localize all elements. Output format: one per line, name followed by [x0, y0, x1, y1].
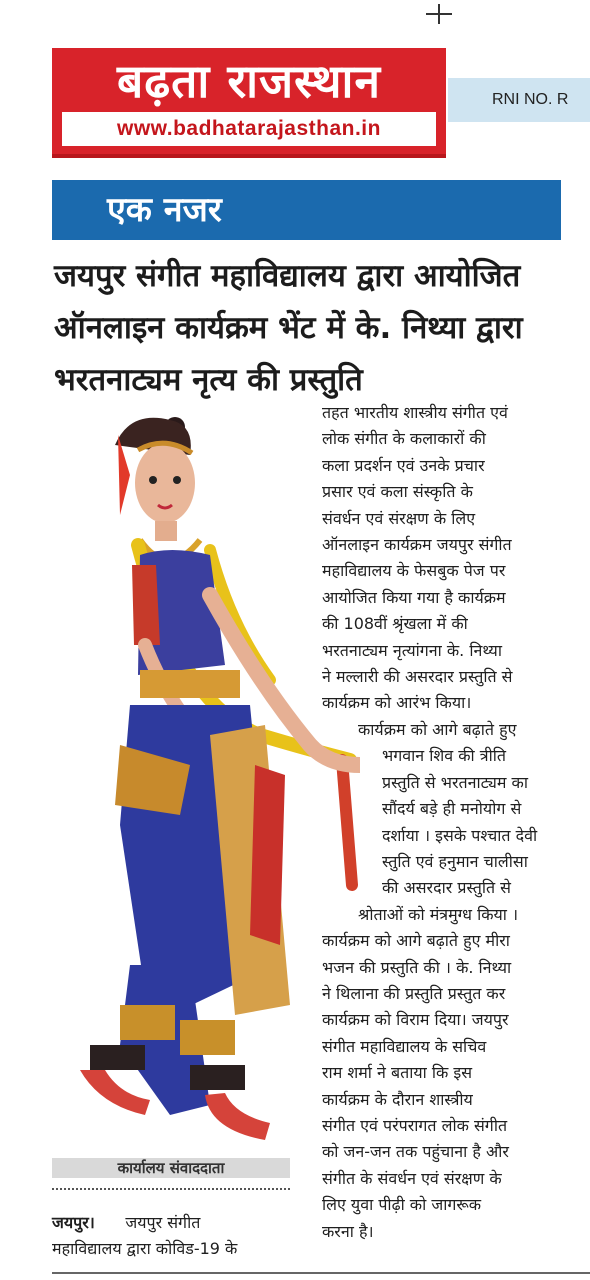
body-line: की असरदार प्रस्तुति से: [382, 878, 511, 898]
body-line: आयोजित किया गया है कार्यक्रम: [322, 587, 506, 607]
body-line: कला प्रदर्शन एवं उनके प्रचार: [322, 455, 485, 475]
body-line: संगीत के संवर्धन एवं संरक्षण के: [322, 1168, 502, 1188]
waist-band: [140, 670, 240, 698]
newspaper-url: www.badhatarajasthan.in: [62, 112, 436, 146]
body-line: ऑनलाइन कार्यक्रम जयपुर संगीत: [322, 535, 512, 555]
body-line: तहत भारतीय शास्त्रीय संगीत एवं: [322, 403, 508, 422]
bottom-rule: [52, 1272, 590, 1274]
body-line: भगवान शिव की त्रीति: [382, 746, 507, 766]
body-line: लिए युवा पीढ़ी को जागरूक: [322, 1195, 482, 1215]
body-line: की 108वीं श्रृंखला में की: [322, 614, 468, 634]
body-line: दर्शाया । इसके पश्चात देवी: [382, 825, 538, 845]
article-body-right: [322, 400, 562, 1245]
section-title: एक नजर: [107, 190, 222, 230]
body-line: ने मल्लारी की असरदार प्रस्तुति से: [322, 667, 513, 687]
crop-mark: [426, 13, 452, 15]
article-headline: [54, 250, 574, 406]
body-line: कार्यक्रम को आगे बढ़ाते हुए मीरा: [322, 931, 510, 951]
body-line: को जन-जन तक पहुंचाना है और: [322, 1142, 509, 1162]
body-line-text: जयपुर संगीत: [125, 1213, 201, 1232]
body-line: संगीत महाविद्यालय के सचिव: [322, 1036, 487, 1056]
body-line: संगीत एवं परंपरागत लोक संगीत: [322, 1115, 508, 1135]
dotted-divider: [52, 1188, 290, 1190]
dateline: जयपुर।: [52, 1213, 95, 1232]
headline-line: भरतनाट्यम नृत्य की प्रस्तुति: [54, 362, 363, 398]
dancer-foot: [205, 1093, 270, 1140]
body-line: कार्यक्रम को आगे बढ़ाते हुए: [358, 719, 517, 739]
body-line: कार्यक्रम के दौरान शास्त्रीय: [322, 1089, 473, 1109]
body-line: लोक संगीत के कलाकारों की: [322, 429, 486, 449]
section-header: [52, 180, 561, 240]
body-line: प्रस्तुति से भरतनाट्यम का: [382, 772, 528, 792]
dancer-face: [135, 443, 195, 523]
body-line: प्रसार एवं कला संस्कृति के: [322, 482, 473, 502]
body-line: महाविद्यालय के फेसबुक पेज पर: [322, 561, 506, 581]
dancer-foot: [80, 1070, 150, 1115]
byline-box: [52, 1158, 290, 1178]
body-line: करना है।: [322, 1221, 374, 1241]
body-line: कार्यक्रम को आरंभ किया।: [322, 693, 472, 713]
rni-number: RNI NO. R: [492, 91, 569, 108]
body-line: राम शर्मा ने बताया कि इस: [322, 1063, 473, 1083]
newspaper-name: बढ़ता राजस्थान: [117, 54, 381, 108]
byline: कार्यालय संवाददाता: [117, 1159, 225, 1177]
newspaper-masthead: [52, 48, 446, 158]
body-line: कार्यक्रम को विराम दिया। जयपुर: [322, 1010, 509, 1030]
body-line: भजन की प्रस्तुति की । के. निथ्या: [322, 957, 512, 977]
headline-line: जयपुर संगीत महाविद्यालय द्वारा आयोजित: [54, 258, 521, 294]
headline-line: ऑनलाइन कार्यक्रम भेंट में के. निथ्या द्वारा: [54, 310, 523, 346]
body-line: ने थिलाना की प्रस्तुति प्रस्तुत कर: [322, 983, 506, 1003]
dancer-photo: [60, 405, 360, 1150]
body-line: सौंदर्य बड़े ही मनोयोग से: [382, 799, 522, 819]
body-line: संवर्धन एवं संरक्षण के लिए: [322, 508, 476, 528]
body-line: महाविद्यालय द्वारा कोविड-19 के: [52, 1239, 238, 1258]
body-line: श्रोताओं को मंत्रमुग्ध किया ।: [358, 904, 519, 924]
rni-band: [448, 78, 590, 122]
body-line: भरतनाट्यम नृत्यांगना के. निथ्या: [322, 640, 502, 660]
article-body-left: [52, 1210, 292, 1262]
body-line: [52, 1210, 292, 1236]
body-line: स्तुति एवं हनुमान चालीसा: [382, 851, 528, 871]
